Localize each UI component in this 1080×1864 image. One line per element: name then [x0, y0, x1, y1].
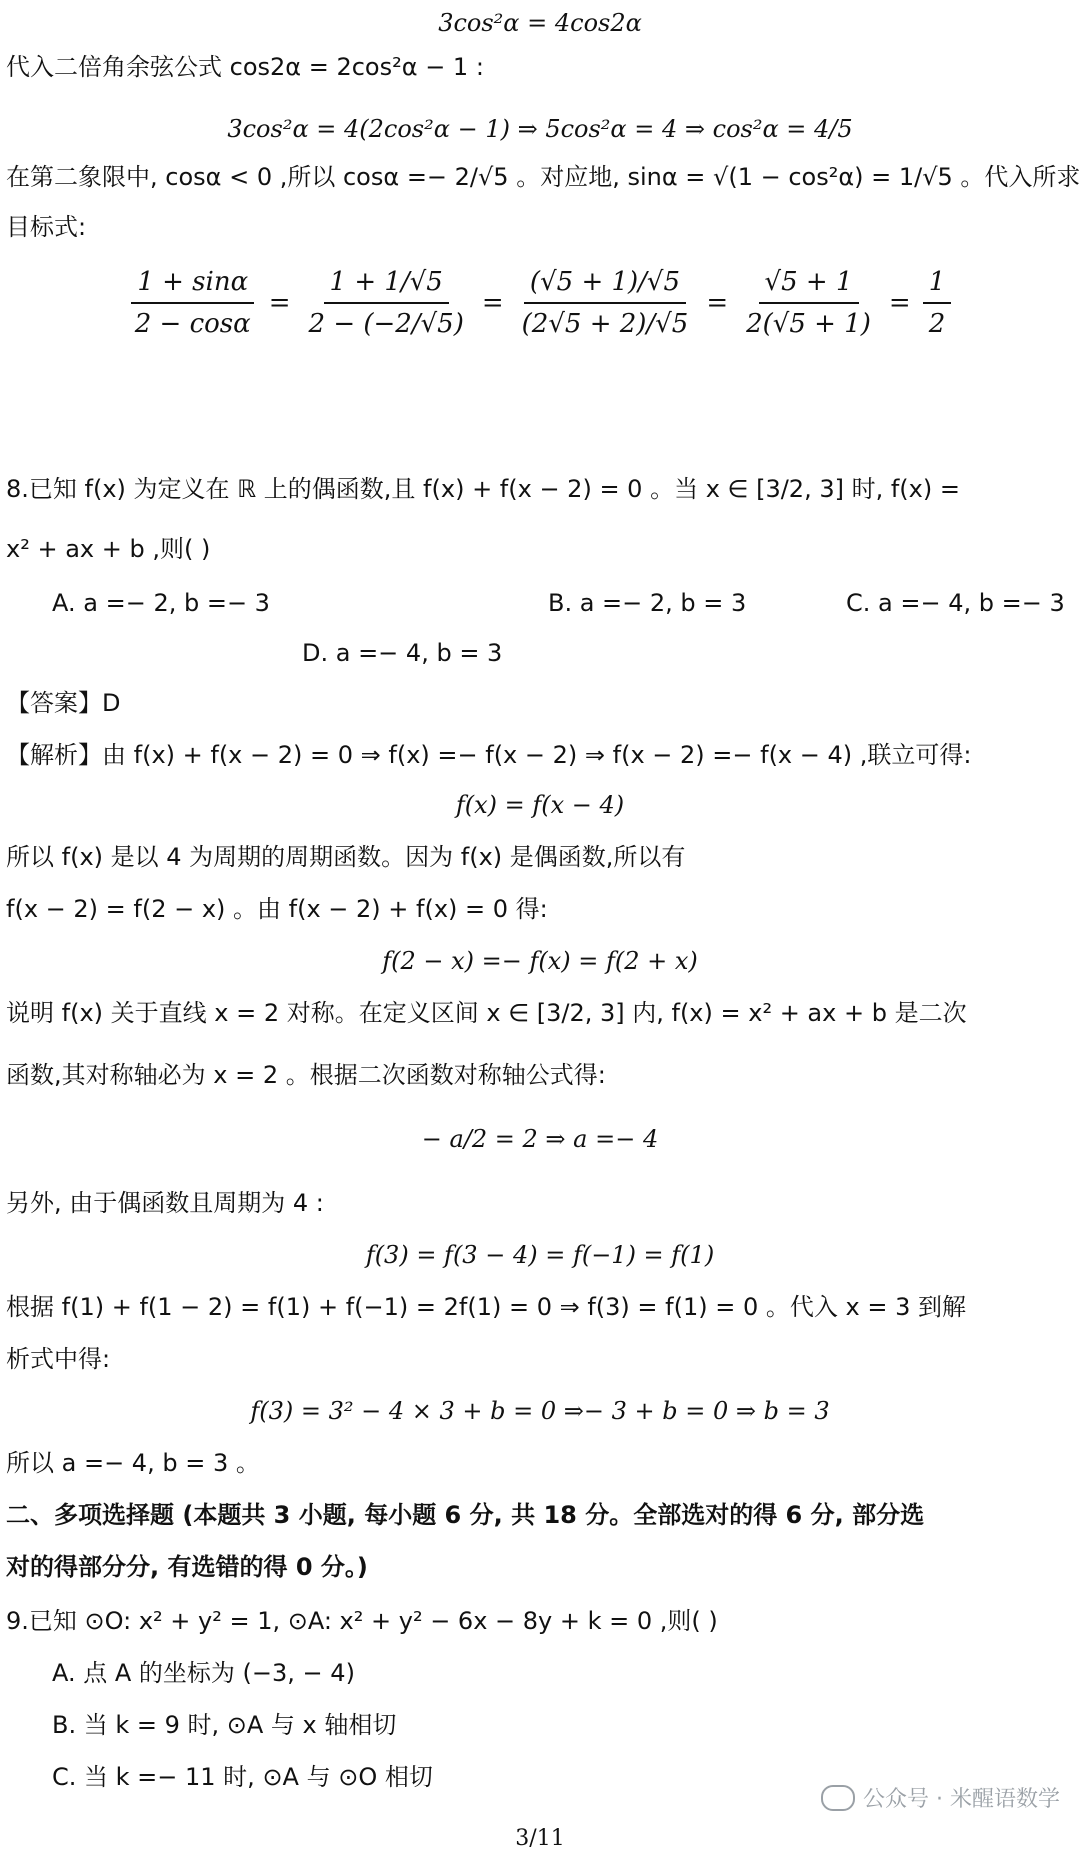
equation-line: f(x) = f(x − 4) [455, 791, 625, 819]
equation-line: f(2 − x) =− f(x) = f(2 + x) [382, 947, 698, 975]
numerator: 1 + 1/√5 [324, 262, 449, 304]
watermark-text: 公众号 · 米醒语数学 [863, 1787, 1060, 1812]
option-c: C. 当 k =− 11 时, ⊙A 与 ⊙O 相切 [52, 1763, 433, 1791]
question-8-stem: 8.已知 f(x) 为定义在 ℝ 上的偶函数,且 f(x) + f(x − 2) = 0 。当 x ∈ [3/2, 3] 时, f(x) = [6, 475, 960, 503]
watermark [821, 1782, 1060, 1813]
fraction [129, 262, 257, 344]
equation-line: f(3) = 3² − 4 × 3 + b = 0 ⇒− 3 + b = 0 ⇒ b = 3 [250, 1397, 830, 1425]
fraction [923, 262, 952, 344]
option-c: C. a =− 4, b =− 3 [846, 589, 1065, 617]
option-d: D. a =− 4, b = 3 [302, 639, 503, 667]
solution-line: 析式中得: [6, 1345, 111, 1373]
section-heading: 二、多项选择题 (本题共 3 小题, 每小题 6 分, 共 18 分。全部选对的得 6 分, 部分选 [6, 1501, 925, 1529]
numerator: 1 + sinα [131, 262, 254, 304]
equation-line: 3cos²α = 4cos2α [438, 9, 642, 37]
target-formula: $\frac{1 + \sin\alpha}{2 - \cos\alpha}$ = $\frac{1 + 1/√5}{2 - (-2/√5)}$ = $\frac{(√5 + 1)/√5}{(2√5 + 2)/√5}$ = $\frac{√5 + 1}{2(√5 + 1)}$ = $\frac{1}{2}$ [0, 262, 1080, 344]
fraction [303, 262, 470, 344]
fraction [516, 262, 695, 344]
solution-line: 【解析】由 f(x) + f(x − 2) = 0 ⇒ f(x) =− f(x − 2) ⇒ f(x − 2) =− f(x − 4) ,联立可得: [6, 741, 972, 769]
option-b: B. a =− 2, b = 3 [548, 589, 747, 617]
equation-line: 3cos²α = 4(2cos²α − 1) ⇒ 5cos²α = 4 ⇒ cos²α = 4/5 [227, 115, 853, 143]
numerator: (√5 + 1)/√5 [524, 262, 686, 304]
answer-line: 【答案】D [6, 689, 121, 717]
solution-line: f(x − 2) = f(2 − x) 。由 f(x − 2) + f(x) = 0 得: [6, 895, 548, 923]
solution-line: 所以 f(x) 是以 4 为周期的周期函数。因为 f(x) 是偶函数,所以有 [6, 843, 686, 871]
denominator: 2 − cosα [134, 309, 251, 339]
solution-line: 另外, 由于偶函数且周期为 4 : [6, 1189, 324, 1217]
option-b: B. 当 k = 9 时, ⊙A 与 x 轴相切 [52, 1711, 397, 1739]
question-8-stem-cont: x² + ax + b ,则( ) [6, 535, 211, 563]
solution-line: 所以 a =− 4, b = 3 。 [6, 1449, 260, 1477]
option-a: A. 点 A 的坐标为 (−3, − 4) [52, 1659, 355, 1687]
denominator: 2 − (−2/√5) [308, 309, 464, 339]
denominator: 2(√5 + 1) [746, 309, 871, 339]
page-number: 3/11 [515, 1826, 565, 1851]
wechat-icon [821, 1785, 855, 1811]
equation-line: − a/2 = 2 ⇒ a =− 4 [421, 1125, 659, 1153]
option-a: A. a =− 2, b =− 3 [52, 589, 270, 617]
solution-line: 说明 f(x) 关于直线 x = 2 对称。在定义区间 x ∈ [3/2, 3] 内, f(x) = x² + ax + b 是二次 [6, 999, 967, 1027]
equation-line: f(3) = f(3 − 4) = f(−1) = f(1) [365, 1241, 715, 1269]
question-9-stem: 9.已知 ⊙O: x² + y² = 1, ⊙A: x² + y² − 6x − 8y + k = 0 ,则( ) [6, 1607, 718, 1635]
numerator: √5 + 1 [759, 262, 859, 304]
fraction [740, 262, 877, 344]
denominator: 2 [928, 309, 946, 339]
text-line: 代入二倍角余弦公式 cos2α = 2cos²α − 1 : [6, 53, 484, 81]
numerator: 1 [923, 262, 952, 304]
solution-line: 函数,其对称轴必为 x = 2 。根据二次函数对称轴公式得: [6, 1061, 606, 1089]
text-line: 在第二象限中, cosα < 0 ,所以 cosα =− 2/√5 。对应地, sinα = √(1 − cos²α) = 1/√5 。代入所求 [6, 163, 1080, 191]
text-line: 目标式: [6, 213, 87, 241]
denominator: (2√5 + 2)/√5 [521, 309, 689, 339]
solution-line: 根据 f(1) + f(1 − 2) = f(1) + f(−1) = 2f(1) = 0 ⇒ f(3) = f(1) = 0 。代入 x = 3 到解 [6, 1293, 966, 1321]
section-heading-cont: 对的得部分分, 有选错的得 0 分。) [6, 1553, 368, 1581]
